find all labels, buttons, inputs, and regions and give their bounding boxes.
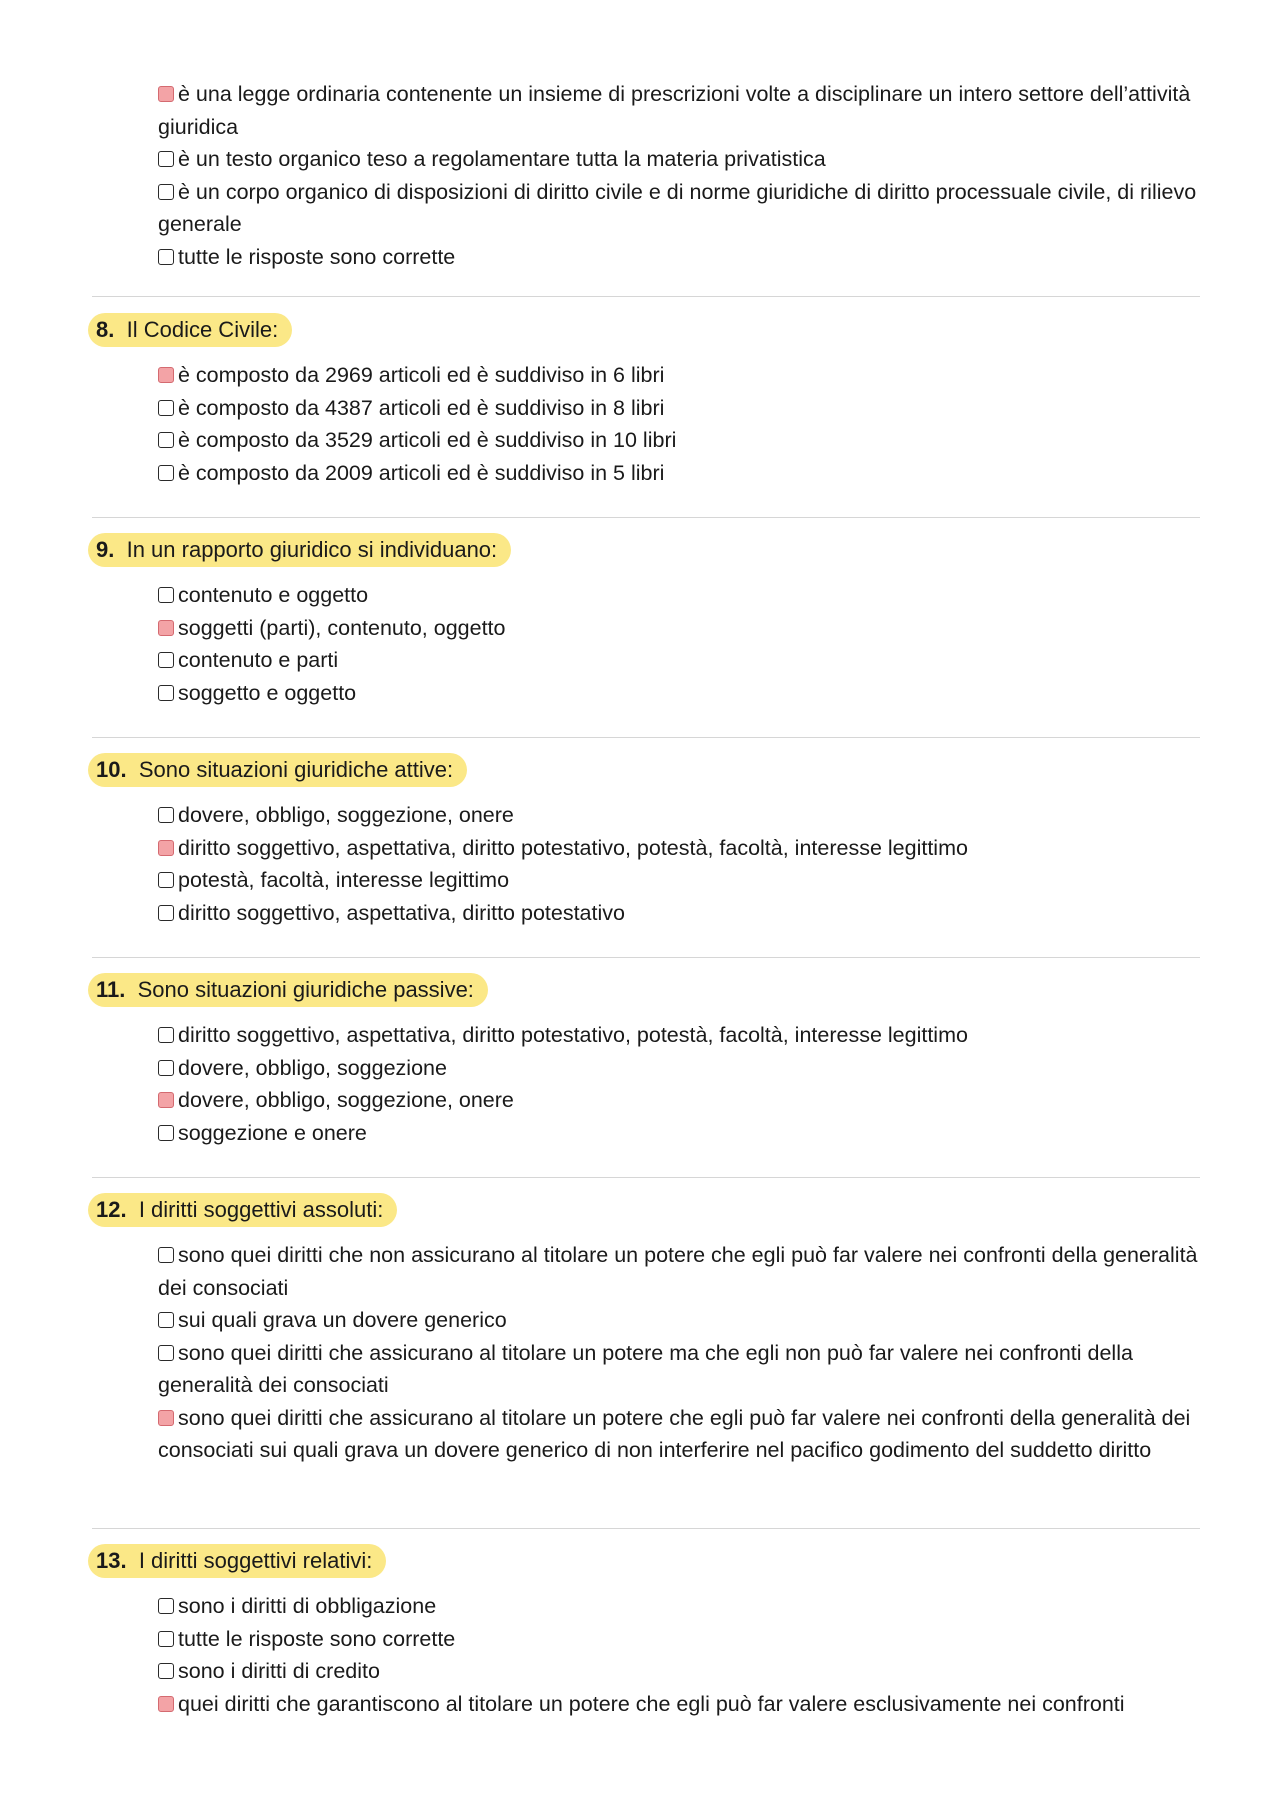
checkbox[interactable] — [158, 400, 174, 416]
question-header — [88, 1542, 386, 1580]
option-item — [158, 864, 1202, 897]
divider — [92, 737, 1200, 738]
option-item — [158, 1688, 1202, 1721]
option-label: sono quei diritti che assicurano al titolare un potere ma che egli non può far valere nei confronti della generalità dei consociati — [158, 1340, 1133, 1397]
option-item — [158, 241, 1202, 274]
option-label: sono quei diritti che non assicurano al titolare un potere che egli può far valere nei confronti della generalità dei consociati — [158, 1243, 1198, 1300]
question-number: 12. — [96, 1197, 127, 1222]
question-text: I diritti soggettivi relativi: — [138, 1548, 373, 1573]
checkbox[interactable] — [158, 184, 174, 200]
question-number: 8. — [96, 317, 115, 342]
question-number: 11. — [96, 977, 126, 1002]
question-header — [88, 1191, 397, 1229]
question-text: Sono situazioni giuridiche passive: — [137, 977, 474, 1002]
question-text: Il Codice Civile: — [126, 317, 279, 342]
option-item — [158, 1590, 1202, 1623]
options-list — [158, 1590, 1202, 1720]
checkbox-checked[interactable] — [158, 86, 174, 102]
question-header — [88, 531, 511, 569]
option-item — [158, 1239, 1202, 1304]
option-item — [158, 143, 1202, 176]
checkbox[interactable] — [158, 652, 174, 668]
option-label: contenuto e oggetto — [178, 583, 369, 607]
option-item — [158, 1402, 1202, 1467]
option-item — [158, 1655, 1202, 1688]
checkbox[interactable] — [158, 1598, 174, 1614]
divider — [92, 957, 1200, 958]
checkbox[interactable] — [158, 465, 174, 481]
checkbox[interactable] — [158, 1345, 174, 1361]
option-label: diritto soggettivo, aspettativa, diritto potestativo, potestà, facoltà, interesse legittimo — [178, 1023, 968, 1047]
checkbox[interactable] — [158, 872, 174, 888]
option-item — [158, 1084, 1202, 1117]
option-item — [158, 392, 1202, 425]
checkbox[interactable] — [158, 1247, 174, 1263]
question-text: I diritti soggettivi assoluti: — [138, 1197, 384, 1222]
option-label: quei diritti che garantiscono al titolare un potere che egli può far valere esclusivamente nei confronti — [178, 1691, 1125, 1716]
option-label: sono i diritti di credito — [178, 1659, 380, 1683]
option-item — [158, 677, 1202, 710]
checkbox[interactable] — [158, 151, 174, 167]
checkbox-checked[interactable] — [158, 840, 174, 856]
option-item — [158, 612, 1202, 645]
option-item — [158, 644, 1202, 677]
option-label: soggetti (parti), contenuto, oggetto — [178, 615, 506, 640]
checkbox-checked[interactable] — [158, 367, 174, 383]
question-number: 13. — [96, 1548, 127, 1573]
option-item — [158, 1019, 1202, 1052]
question-number: 10. — [96, 757, 127, 782]
option-label: è composto da 3529 articoli ed è suddiviso in 10 libri — [178, 428, 677, 452]
checkbox-checked[interactable] — [158, 1092, 174, 1108]
option-item — [158, 1052, 1202, 1085]
option-label: soggezione e onere — [178, 1120, 367, 1145]
option-label: è composto da 4387 articoli ed è suddiviso in 8 libri — [178, 395, 665, 420]
checkbox[interactable] — [158, 587, 174, 603]
option-label: è un testo organico teso a regolamentare tutta la materia privatistica — [178, 147, 826, 171]
option-label: è composto da 2969 articoli ed è suddiviso in 6 libri — [178, 363, 665, 387]
divider — [92, 296, 1200, 297]
option-label: soggetto e oggetto — [178, 680, 357, 705]
question-11 — [92, 971, 1202, 1149]
option-item — [158, 1117, 1202, 1150]
question-header — [88, 751, 467, 789]
option-label: sono i diritti di obbligazione — [178, 1594, 437, 1618]
option-item — [158, 832, 1202, 865]
question-13 — [92, 1542, 1202, 1720]
option-item — [158, 1304, 1202, 1337]
option-item — [158, 176, 1202, 241]
option-item — [158, 424, 1202, 457]
checkbox[interactable] — [158, 1312, 174, 1328]
checkbox[interactable] — [158, 1125, 174, 1141]
question-8 — [92, 311, 1202, 489]
option-item — [158, 799, 1202, 832]
option-label: sono quei diritti che assicurano al titolare un potere che egli può far valere nei confronti della generalità dei consociati sui quali grava un dovere generico di non interferire nel pacifico godimento del suddetto diritto — [158, 1405, 1191, 1462]
option-label: contenuto e parti — [178, 648, 339, 672]
checkbox[interactable] — [158, 1060, 174, 1076]
option-label: è composto da 2009 articoli ed è suddiviso in 5 libri — [178, 460, 665, 485]
option-label: dovere, obbligo, soggezione, onere — [178, 1088, 514, 1112]
option-label: dovere, obbligo, soggezione, onere — [178, 803, 514, 827]
option-label: diritto soggettivo, aspettativa, diritto potestativo — [178, 900, 625, 925]
question-7-continuation — [92, 78, 1202, 273]
option-label: è una legge ordinaria contenente un insieme di prescrizioni volte a disciplinare un intero settore dell’attività giuridica — [158, 82, 1191, 139]
options-list — [158, 359, 1202, 489]
checkbox[interactable] — [158, 1663, 174, 1679]
option-item — [158, 359, 1202, 392]
option-label: sui quali grava un dovere generico — [178, 1308, 507, 1332]
checkbox[interactable] — [158, 432, 174, 448]
options-list — [158, 799, 1202, 929]
options-list — [158, 1019, 1202, 1149]
question-header — [88, 311, 292, 349]
option-label: tutte le risposte sono corrette — [178, 1626, 456, 1651]
option-item — [158, 579, 1202, 612]
checkbox[interactable] — [158, 905, 174, 921]
options-list — [158, 1239, 1202, 1467]
checkbox-checked[interactable] — [158, 620, 174, 636]
checkbox[interactable] — [158, 1027, 174, 1043]
option-label: dovere, obbligo, soggezione — [178, 1055, 447, 1080]
checkbox[interactable] — [158, 685, 174, 701]
question-number: 9. — [96, 537, 115, 562]
options-list — [158, 579, 1202, 709]
checkbox[interactable] — [158, 1631, 174, 1647]
option-item — [158, 457, 1202, 490]
divider — [92, 517, 1200, 518]
divider — [92, 1528, 1200, 1529]
question-9 — [92, 531, 1202, 709]
checkbox-checked[interactable] — [158, 1696, 174, 1712]
option-label: è un corpo organico di disposizioni di diritto civile e di norme giuridiche di diritto processuale civile, di rilievo generale — [158, 179, 1197, 236]
question-header — [88, 971, 488, 1009]
checkbox-checked[interactable] — [158, 1410, 174, 1426]
question-12 — [92, 1191, 1202, 1467]
question-text: In un rapporto giuridico si individuano: — [126, 537, 498, 562]
question-10 — [92, 751, 1202, 929]
option-item — [158, 897, 1202, 930]
option-item — [158, 1337, 1202, 1402]
option-label: tutte le risposte sono corrette — [178, 244, 456, 269]
option-label: diritto soggettivo, aspettativa, diritto potestativo, potestà, facoltà, interesse legittimo — [178, 835, 968, 860]
question-text: Sono situazioni giuridiche attive: — [138, 757, 454, 782]
option-item — [158, 1623, 1202, 1656]
checkbox[interactable] — [158, 807, 174, 823]
option-item — [158, 78, 1202, 143]
options-list — [158, 78, 1202, 273]
option-label: potestà, facoltà, interesse legittimo — [178, 868, 510, 892]
divider — [92, 1177, 1200, 1178]
checkbox[interactable] — [158, 249, 174, 265]
